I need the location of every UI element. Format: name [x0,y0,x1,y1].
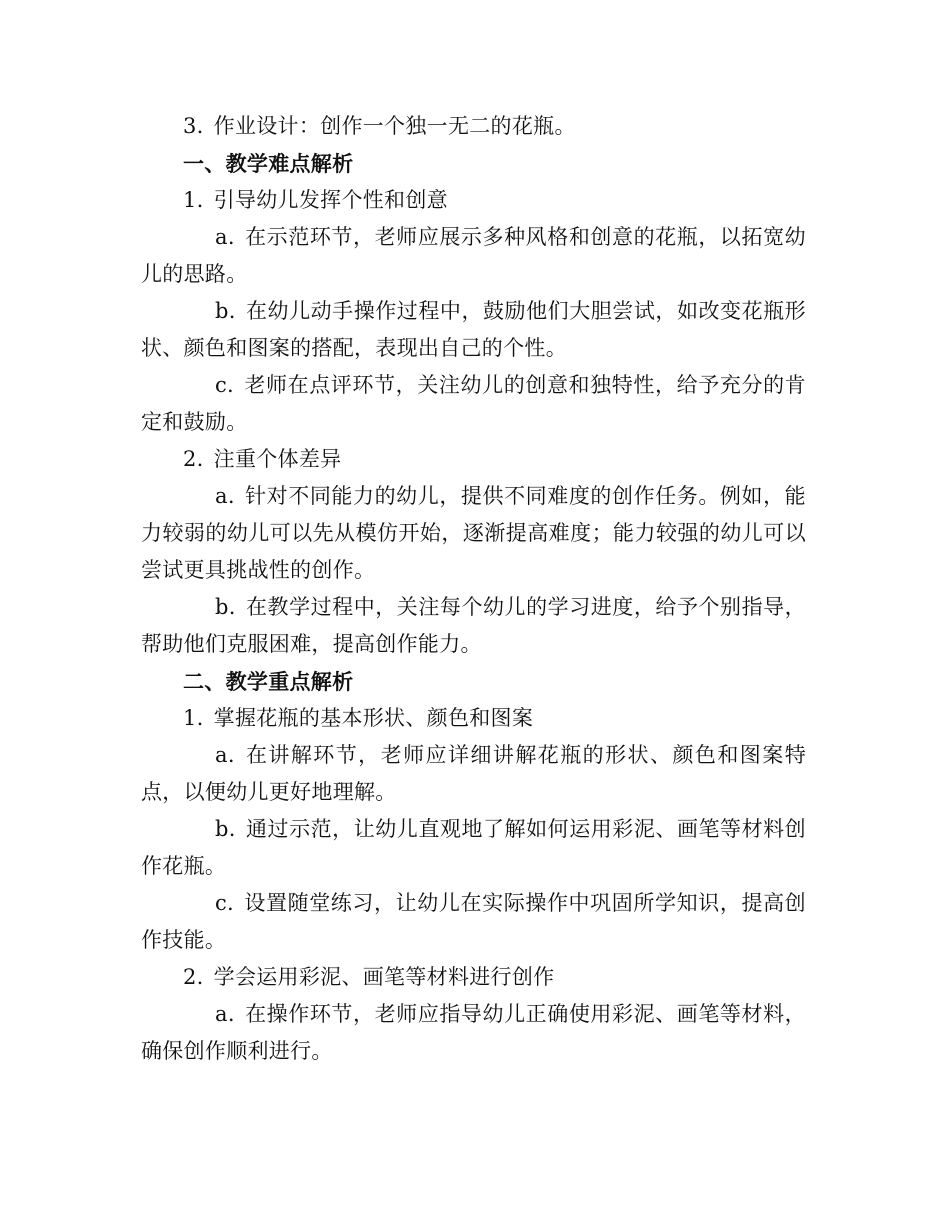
sub-item-text: 设置随堂练习，让幼儿在实际操作中巩固所学知识，提高创作技能。 [141,891,806,952]
list-item [141,441,806,478]
sub-item-marker: b. [215,817,236,841]
sub-item-marker: c. [215,373,235,397]
sub-item-marker: a. [215,225,235,249]
sub-item-text: 在示范环节，老师应展示多种风格和创意的花瓶，以拓宽幼儿的思路。 [141,225,806,286]
list-item-text: 注重个体差异 [213,447,342,471]
sub-item-paragraph [141,219,806,293]
sub-item-marker: c. [215,891,235,915]
section-heading-difficulties: 一、教学难点解析 [183,151,354,176]
sub-item-marker: b. [215,595,236,619]
list-marker: 2. [183,965,204,989]
list-item-text: 作业设计：创作一个独一无二的花瓶。 [213,114,576,138]
list-marker: 3. [183,114,204,138]
sub-item-marker: a. [215,1002,235,1026]
sub-item-marker: a. [215,484,235,508]
sub-item-paragraph [141,589,806,663]
document-body [141,108,806,1070]
sub-item-marker: a. [215,743,235,767]
sub-item-paragraph [141,885,806,959]
sub-item-paragraph [141,367,806,441]
list-item-text: 掌握花瓶的基本形状、颜色和图案 [213,706,534,730]
sub-item-text: 在操作环节，老师应指导幼儿正确使用彩泥、画笔等材料，确保创作顺利进行。 [141,1002,806,1063]
sub-item-paragraph [141,478,806,589]
list-item [141,959,806,996]
list-item [141,182,806,219]
sub-item-text: 在讲解环节，老师应详细讲解花瓶的形状、颜色和图案特点，以便幼儿更好地理解。 [141,743,806,804]
sub-item-text: 老师在点评环节，关注幼儿的创意和独特性，给予充分的肯定和鼓励。 [141,373,806,434]
sub-item-paragraph [141,996,806,1070]
sub-item-text: 在幼儿动手操作过程中，鼓励他们大胆尝试，如改变花瓶形状、颜色和图案的搭配，表现出自己的个性。 [141,299,806,360]
sub-item-text: 通过示范，让幼儿直观地了解如何运用彩泥、画笔等材料创作花瓶。 [141,817,806,878]
list-marker: 2. [183,447,204,471]
list-item [141,700,806,737]
homework-line [141,108,806,145]
list-item-text: 学会运用彩泥、画笔等材料进行创作 [213,965,555,989]
section-heading-key-points: 二、教学重点解析 [183,669,354,694]
sub-item-text: 针对不同能力的幼儿，提供不同难度的创作任务。例如，能力较弱的幼儿可以先从模仿开始，逐渐提高难度；能力较强的幼儿可以尝试更具挑战性的创作。 [141,484,806,582]
list-marker: 1. [183,188,204,212]
sub-item-text: 在教学过程中，关注每个幼儿的学习进度，给予个别指导，帮助他们克服困难，提高创作能力。 [141,595,806,656]
sub-item-paragraph [141,811,806,885]
list-marker: 1. [183,706,204,730]
list-item-text: 引导幼儿发挥个性和创意 [213,188,448,212]
sub-item-paragraph [141,737,806,811]
sub-item-paragraph [141,293,806,367]
sub-item-marker: b. [215,299,236,323]
